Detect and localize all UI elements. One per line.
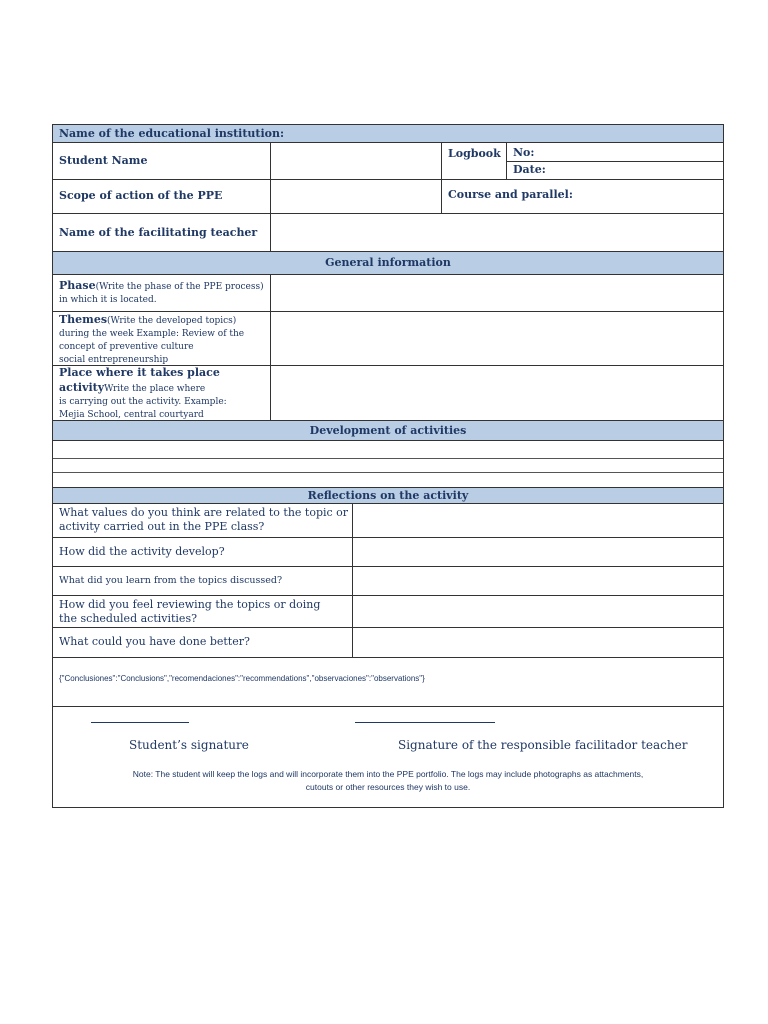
teacher-signature-line [355,722,495,723]
themes-field[interactable] [271,312,723,365]
teacher-field[interactable] [271,214,723,251]
teacher-signature-label: Signature of the responsible facilitador teacher [398,738,688,752]
course-field[interactable] [573,180,723,213]
answer-improvement-field[interactable] [353,628,723,657]
teacher-label: Name of the facilitating teacher [59,226,258,239]
place-title: Place where it takes place [59,366,220,379]
reflections-band: Reflections on the activity [53,487,723,504]
answer-learned-field[interactable] [353,567,723,595]
student-signature-label: Student’s signature [129,738,249,752]
answer-values-field[interactable] [353,505,723,537]
general-info-band: General information [53,251,723,275]
place-field[interactable] [271,366,723,420]
logbook-date-label: Date: [513,163,546,176]
logbook-form [52,124,724,808]
themes-description: Themes(Write the developed topics) during the week Example: Review of the concept of preventive culture social entrepreneurship [59,313,245,365]
development-row-3[interactable] [53,473,723,487]
place-description: Place where it takes place activityWrite the place where is carrying out the activity. Example: Mejia School, central courtyard [59,366,227,420]
development-row-2[interactable] [53,459,723,472]
answer-feelings-field[interactable] [353,596,723,627]
development-row-1[interactable] [53,441,723,458]
question-feelings: How did you feel reviewing the topics or doing the scheduled activities? [59,598,321,625]
question-learned: What did you learn from the topics discussed? [59,575,283,586]
answer-development-field[interactable] [353,538,723,566]
student-name-field[interactable] [271,144,441,179]
institution-label: Name of the educational institution: [59,127,285,140]
question-improvement: What could you have done better? [59,635,250,648]
logbook-label: Logbook [448,147,501,160]
question-development: How did the activity develop? [59,545,225,558]
phase-field[interactable] [271,276,723,311]
course-label: Course and parallel: [448,188,573,201]
logbook-no-label: No: [513,146,535,159]
phase-title: Phase [59,279,96,292]
portfolio-note: Note: The student will keep the logs and will incorporate them into the PPE portfolio. The logs may include photographs as attachments, cutouts or other resources they wish to use. [132,769,644,792]
scope-label: Scope of action of the PPE [59,189,223,202]
logbook-no-field[interactable] [543,144,723,161]
themes-title: Themes [59,313,108,326]
conclusions-text: {"Conclusiones":"Conclusions","recomendaciones":"recommendations","observaciones":"observations"} [59,674,425,683]
scope-field[interactable] [271,180,441,213]
development-band: Development of activities [53,420,723,441]
student-signature-line [91,722,189,723]
logbook-date-field[interactable] [548,162,723,179]
student-name-label: Student Name [59,154,148,167]
question-values: What values do you think are related to the topic or activity carried out in the PPE class? [59,506,349,533]
phase-description: Phase(Write the phase of the PPE process) in which it is located. [59,279,264,305]
